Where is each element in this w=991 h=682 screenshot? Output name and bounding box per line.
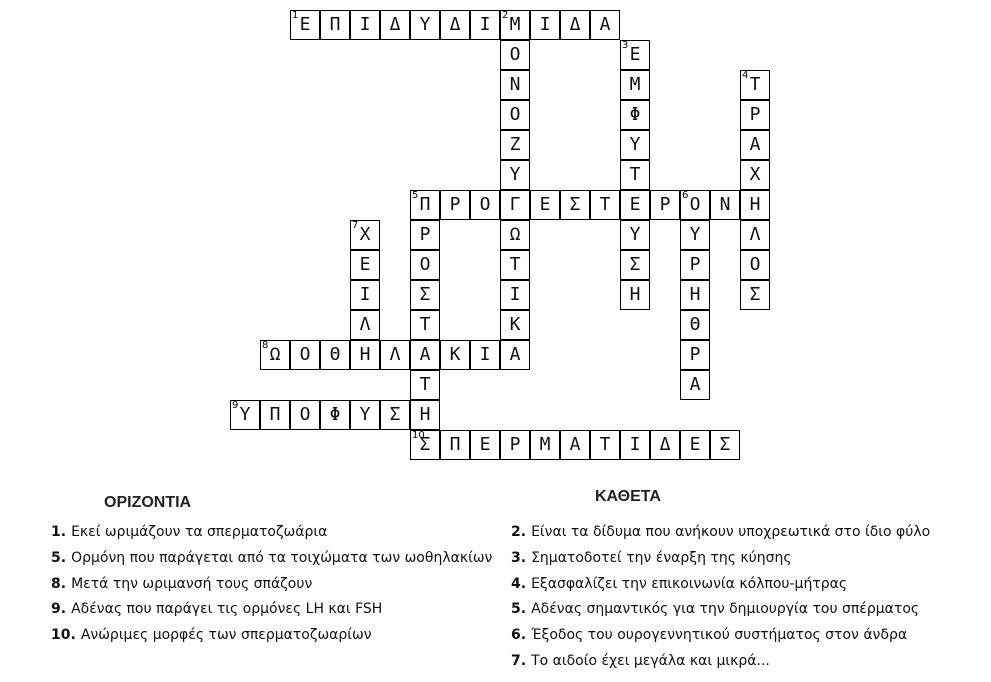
cell-letter: Α xyxy=(599,14,611,35)
cell-letter: Υ xyxy=(419,14,431,35)
clue-down-7 xyxy=(511,650,930,676)
cell-letter: Ε xyxy=(479,434,491,455)
cell-letter: Ε xyxy=(629,194,641,215)
cell-letter: Ι xyxy=(509,284,521,305)
cell-letter: Θ xyxy=(329,344,341,365)
cell-letter: Η xyxy=(689,284,701,305)
cell-letter: Σ xyxy=(569,194,581,215)
grid-cell[interactable] xyxy=(680,370,710,400)
cell-letter: Υ xyxy=(629,224,641,245)
grid-cell[interactable] xyxy=(620,130,650,160)
clue-down-5 xyxy=(511,598,930,624)
grid-cell[interactable] xyxy=(650,430,680,460)
grid-cell[interactable] xyxy=(740,100,770,130)
grid-cell[interactable] xyxy=(620,430,650,460)
grid-cell[interactable] xyxy=(410,250,440,280)
clue-number: 7. xyxy=(511,652,527,669)
cell-letter: Κ xyxy=(509,314,521,335)
grid-cell[interactable] xyxy=(500,190,530,220)
clue-text: Αδένας που παράγει τις ορμόνες LH και FSH xyxy=(71,601,383,618)
cell-letter: Ο xyxy=(509,44,521,65)
grid-cell[interactable] xyxy=(620,160,650,190)
cell-letter: Χ xyxy=(359,224,371,245)
grid-cell[interactable] xyxy=(500,340,530,370)
cell-letter: Υ xyxy=(509,164,521,185)
cell-letter: Α xyxy=(689,374,701,395)
grid-cell[interactable] xyxy=(380,340,410,370)
clue-number-marker: 10 xyxy=(412,430,425,441)
cell-letter: Υ xyxy=(239,404,251,425)
grid-cell[interactable] xyxy=(620,280,650,310)
clue-number-marker: 5 xyxy=(412,190,419,201)
grid-cell[interactable] xyxy=(680,280,710,310)
grid-cell[interactable] xyxy=(620,40,650,70)
grid-cell[interactable] xyxy=(680,340,710,370)
clue-across-8 xyxy=(51,573,492,599)
clue-down-4 xyxy=(511,573,930,599)
grid-cell[interactable] xyxy=(620,250,650,280)
grid-cell[interactable] xyxy=(410,190,440,220)
grid-cell[interactable] xyxy=(470,190,500,220)
cell-letter: Λ xyxy=(359,314,371,335)
grid-cell[interactable] xyxy=(410,430,440,460)
grid-cell[interactable] xyxy=(410,220,440,250)
clue-number-marker: 3 xyxy=(622,40,629,51)
cell-letter: Ω xyxy=(269,344,281,365)
cell-letter: Υ xyxy=(689,224,701,245)
clue-text: Είναι τα δίδυμα που ανήκουν υποχρεωτικά στο ίδιο φύλο xyxy=(531,524,931,540)
grid-cell[interactable] xyxy=(620,100,650,130)
grid-cell[interactable] xyxy=(680,190,710,220)
grid-cell[interactable] xyxy=(620,220,650,250)
cell-letter: Τ xyxy=(749,74,761,95)
grid-cell[interactable] xyxy=(560,190,590,220)
grid-cell[interactable] xyxy=(680,310,710,340)
cell-letter: Ρ xyxy=(689,254,701,275)
cell-letter: Υ xyxy=(629,134,641,155)
clue-number: 5. xyxy=(511,601,527,618)
cell-letter: Δ xyxy=(449,14,461,35)
clue-number-marker: 9 xyxy=(232,400,239,411)
grid-cell[interactable] xyxy=(500,220,530,250)
cell-letter: Σ xyxy=(419,284,431,305)
clue-number: 8. xyxy=(51,575,67,592)
grid-cell[interactable] xyxy=(560,430,590,460)
clue-number: 4. xyxy=(511,575,527,592)
grid-cell[interactable] xyxy=(590,10,620,40)
grid-cell[interactable] xyxy=(410,10,440,40)
clue-number: 9. xyxy=(51,601,67,618)
across-clue-list xyxy=(51,521,492,650)
cell-letter: Ε xyxy=(359,254,371,275)
clue-text: Σηματοδοτεί την έναρξη της κύησης xyxy=(531,549,792,566)
cell-letter: Ω xyxy=(509,224,521,245)
grid-cell[interactable] xyxy=(620,190,650,220)
cell-letter: Ο xyxy=(419,254,431,275)
grid-cell[interactable] xyxy=(740,190,770,220)
grid-cell[interactable] xyxy=(500,100,530,130)
grid-cell[interactable] xyxy=(380,400,410,430)
cell-letter: Ι xyxy=(479,14,491,35)
clue-text: Ορμόνη που παράγεται από τα τοιχώματα των ωοθηλακίων xyxy=(71,549,493,566)
grid-cell[interactable] xyxy=(500,70,530,100)
grid-cell[interactable] xyxy=(680,250,710,280)
grid-cell[interactable] xyxy=(230,400,260,430)
cell-letter: Φ xyxy=(629,104,641,125)
clue-down-2 xyxy=(511,521,930,547)
grid-cell[interactable] xyxy=(740,130,770,160)
cell-letter: Η xyxy=(629,284,641,305)
cell-letter: Π xyxy=(419,194,431,215)
cell-letter: Α xyxy=(509,344,521,365)
grid-cell[interactable] xyxy=(470,430,500,460)
cell-letter: Σ xyxy=(719,434,731,455)
cell-letter: Δ xyxy=(389,14,401,35)
grid-cell[interactable] xyxy=(440,10,470,40)
clue-across-1 xyxy=(51,521,492,547)
cell-letter: Α xyxy=(569,434,581,455)
grid-cell[interactable] xyxy=(320,10,350,40)
grid-cell[interactable] xyxy=(590,190,620,220)
grid-cell[interactable] xyxy=(350,10,380,40)
cell-letter: Σ xyxy=(389,404,401,425)
clue-text: Μετά την ωριμανσή τους σπάζουν xyxy=(71,575,313,592)
clue-number: 6. xyxy=(511,627,527,644)
clue-number: 3. xyxy=(511,549,527,566)
cell-letter: Ο xyxy=(749,254,761,275)
grid-cell[interactable] xyxy=(500,40,530,70)
cell-letter: Ε xyxy=(299,14,311,35)
down-clue-list xyxy=(511,521,930,676)
grid-cell[interactable] xyxy=(650,190,680,220)
cell-letter: Ι xyxy=(479,344,491,365)
clue-text: Αδένας σημαντικός για την δημιουργία του σπέρματος xyxy=(531,601,920,618)
cell-letter: Σ xyxy=(749,284,761,305)
grid-cell[interactable] xyxy=(470,340,500,370)
cell-letter: Η xyxy=(359,344,371,365)
grid-cell[interactable] xyxy=(440,340,470,370)
grid-cell[interactable] xyxy=(350,310,380,340)
grid-cell[interactable] xyxy=(500,280,530,310)
cell-letter: Ι xyxy=(629,434,641,455)
clue-text: Εξασφαλίζει την επικοινωνία κόλπου-μήτρας xyxy=(531,575,848,592)
clue-number-marker: 7 xyxy=(352,220,359,231)
cell-letter: Α xyxy=(419,344,431,365)
clue-number: 2. xyxy=(511,524,527,540)
grid-cell[interactable] xyxy=(350,250,380,280)
clue-text: Έξοδος του ουρογεννητικού συστήματος στον άνδρα xyxy=(531,627,908,644)
clue-number: 1. xyxy=(51,524,67,540)
clue-number-marker: 8 xyxy=(262,340,269,351)
grid-cell[interactable] xyxy=(320,340,350,370)
clue-across-9 xyxy=(51,598,492,624)
cell-letter: Τ xyxy=(419,374,431,395)
grid-cell[interactable] xyxy=(380,10,410,40)
grid-cell[interactable] xyxy=(500,10,530,40)
cell-letter: Θ xyxy=(689,314,701,335)
cell-letter: Σ xyxy=(419,434,431,455)
grid-cell[interactable] xyxy=(290,10,320,40)
cell-letter: Λ xyxy=(389,344,401,365)
grid-cell[interactable] xyxy=(290,400,320,430)
cell-letter: Ν xyxy=(509,74,521,95)
cell-letter: Ρ xyxy=(509,434,521,455)
cell-letter: Ο xyxy=(299,344,311,365)
grid-cell[interactable] xyxy=(740,250,770,280)
grid-cell[interactable] xyxy=(500,160,530,190)
cell-letter: Ζ xyxy=(509,134,521,155)
cell-letter: Ι xyxy=(539,14,551,35)
cell-letter: Δ xyxy=(569,14,581,35)
cell-letter: Τ xyxy=(599,194,611,215)
clue-number-marker: 4 xyxy=(742,70,749,81)
clue-across-10 xyxy=(51,624,492,650)
grid-cell[interactable] xyxy=(350,340,380,370)
cell-letter: Ρ xyxy=(749,104,761,125)
clue-text: Ανώριμες μορφές των σπερματοζωαρίων xyxy=(80,627,372,644)
cell-letter: Λ xyxy=(749,224,761,245)
cell-letter: Ι xyxy=(359,14,371,35)
cell-letter: Ο xyxy=(509,104,521,125)
grid-cell[interactable] xyxy=(410,370,440,400)
cell-letter: Η xyxy=(419,404,431,425)
cell-letter: Τ xyxy=(509,254,521,275)
clue-number-marker: 6 xyxy=(682,190,689,201)
cell-letter: Ε xyxy=(629,44,641,65)
grid-cell[interactable] xyxy=(260,340,290,370)
cell-letter: Π xyxy=(329,14,341,35)
clue-text: Εκεί ωριμάζουν τα σπερματοζωάρια xyxy=(71,524,328,540)
cell-letter: Π xyxy=(449,434,461,455)
grid-cell[interactable] xyxy=(290,340,320,370)
grid-cell[interactable] xyxy=(500,430,530,460)
cell-letter: Ν xyxy=(719,194,731,215)
cell-letter: Ε xyxy=(689,434,701,455)
grid-cell[interactable] xyxy=(590,430,620,460)
cell-letter: Π xyxy=(269,404,281,425)
grid-cell[interactable] xyxy=(260,400,290,430)
grid-cell[interactable] xyxy=(530,190,560,220)
grid-cell[interactable] xyxy=(500,250,530,280)
cell-letter: Ρ xyxy=(419,224,431,245)
grid-cell[interactable] xyxy=(320,400,350,430)
grid-cell[interactable] xyxy=(560,10,590,40)
cell-letter: Σ xyxy=(629,254,641,275)
grid-cell[interactable] xyxy=(470,10,500,40)
grid-cell[interactable] xyxy=(350,220,380,250)
grid-cell[interactable] xyxy=(440,190,470,220)
grid-cell[interactable] xyxy=(680,220,710,250)
cell-letter: Χ xyxy=(749,164,761,185)
grid-cell[interactable] xyxy=(710,190,740,220)
grid-cell[interactable] xyxy=(500,310,530,340)
cell-letter: Ε xyxy=(539,194,551,215)
cell-letter: Κ xyxy=(449,344,461,365)
clue-number: 10. xyxy=(51,627,76,644)
grid-cell[interactable] xyxy=(740,160,770,190)
clue-number: 5. xyxy=(51,549,67,566)
cell-letter: Τ xyxy=(599,434,611,455)
cell-letter: Ρ xyxy=(449,194,461,215)
grid-cell[interactable] xyxy=(440,430,470,460)
across-heading: ΟΡΙΖΟΝΤΙΑ xyxy=(104,494,192,511)
clue-text: Το αιδοίο έχει μεγάλα και μικρά... xyxy=(531,652,770,669)
grid-cell[interactable] xyxy=(350,280,380,310)
clue-number-marker: 1 xyxy=(292,10,299,21)
grid-cell[interactable] xyxy=(350,400,380,430)
clue-down-3 xyxy=(511,547,930,573)
cell-letter: Υ xyxy=(359,404,371,425)
grid-cell[interactable] xyxy=(530,430,560,460)
clue-across-5 xyxy=(51,547,492,573)
grid-cell[interactable] xyxy=(410,400,440,430)
grid-cell[interactable] xyxy=(500,130,530,160)
grid-cell[interactable] xyxy=(530,10,560,40)
cell-letter: Ρ xyxy=(659,194,671,215)
cell-letter: Μ xyxy=(539,434,551,455)
grid-cell[interactable] xyxy=(740,220,770,250)
cell-letter: Α xyxy=(749,134,761,155)
clue-down-6 xyxy=(511,624,930,650)
cell-letter: Τ xyxy=(419,314,431,335)
grid-cell[interactable] xyxy=(410,340,440,370)
grid-cell[interactable] xyxy=(740,280,770,310)
cell-letter: Η xyxy=(749,194,761,215)
cell-letter: Δ xyxy=(659,434,671,455)
cell-letter: Ο xyxy=(299,404,311,425)
cell-letter: Φ xyxy=(329,404,341,425)
grid-cell[interactable] xyxy=(410,310,440,340)
grid-cell[interactable] xyxy=(620,70,650,100)
grid-cell[interactable] xyxy=(710,430,740,460)
cell-letter: Ρ xyxy=(689,344,701,365)
down-heading: ΚΑΘΕΤΑ xyxy=(595,488,661,505)
cell-letter: Ο xyxy=(689,194,701,215)
cell-letter: Μ xyxy=(509,14,521,35)
grid-cell[interactable] xyxy=(410,280,440,310)
clue-number-marker: 2 xyxy=(502,10,509,21)
grid-cell[interactable] xyxy=(680,430,710,460)
grid-cell[interactable] xyxy=(740,70,770,100)
cell-letter: Μ xyxy=(629,74,641,95)
cell-letter: Τ xyxy=(629,164,641,185)
cell-letter: Γ xyxy=(509,194,521,215)
cell-letter: Ο xyxy=(479,194,491,215)
cell-letter: Ι xyxy=(359,284,371,305)
